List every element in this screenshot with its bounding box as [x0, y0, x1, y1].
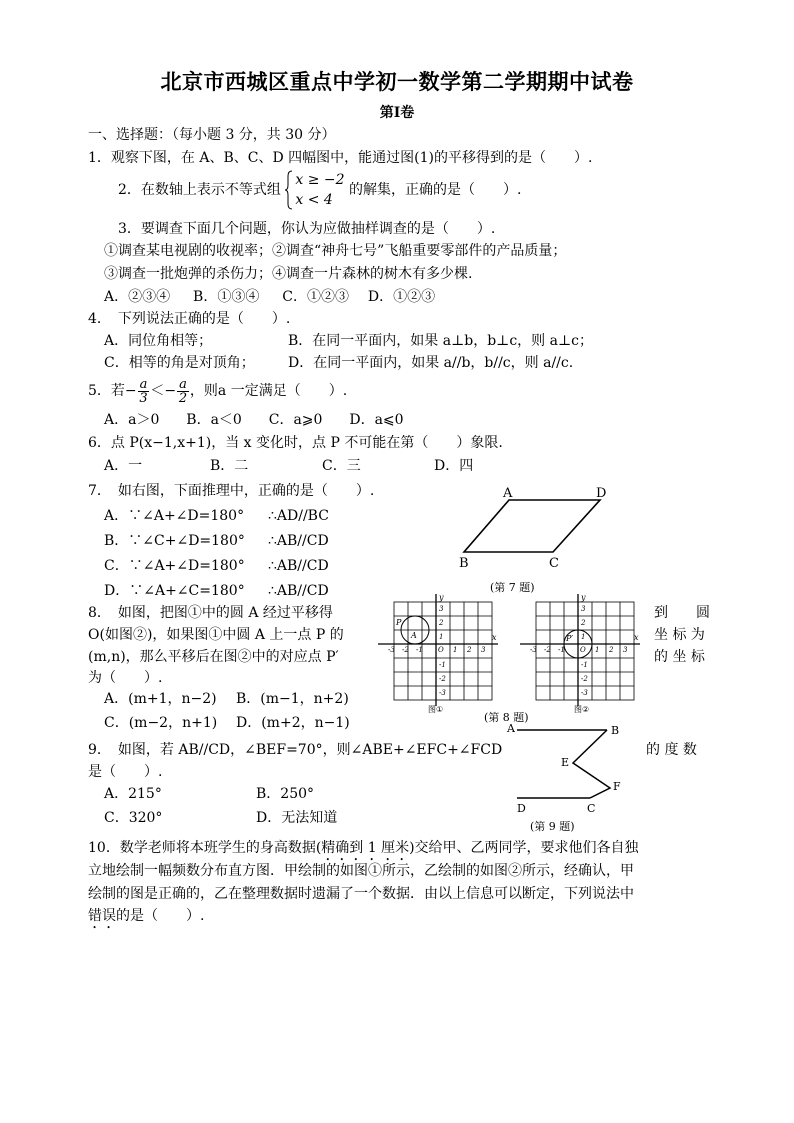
tick2-y-n2: -2 [581, 675, 588, 683]
question-7: 7． 如右图，下面推理中，正确的是（ ）. [88, 483, 375, 499]
q3-option-a: A．②③④ [104, 289, 171, 305]
tick2-y-2: 2 [581, 619, 586, 627]
question-2 [118, 170, 521, 210]
tick-x-3: 3 [481, 646, 486, 654]
page-subtitle: 第I卷 [379, 105, 415, 121]
q5-option-d: D．a⩽0 [349, 412, 404, 428]
q10-l4: 的是（ ）. [116, 908, 205, 924]
section-heading: 一、选择题：（每小题 3 分，共 30 分） [88, 127, 336, 143]
q5-options [104, 411, 404, 429]
q5-den-2: 2 [178, 390, 188, 406]
q9-caption: (第 9 题) [530, 820, 575, 833]
q3-options [104, 288, 435, 306]
inequality-row-1: x ≥ −2 [295, 172, 345, 188]
question-1: 1．观察下图，在 A、B、C、D 四幅图中，能通过图(1)的平移得到的是（ ）. [88, 150, 593, 166]
q5-option-c: C．a⩾0 [268, 412, 323, 428]
q3-option-c: C．①②③ [282, 289, 349, 305]
inequality-row-2: x < 4 [295, 192, 333, 208]
tick-origin: O [438, 646, 444, 654]
path-b-e-f-c [573, 730, 610, 798]
tick2-origin: O [580, 646, 586, 654]
q5-num-1: a [139, 376, 148, 392]
q7-option-a [104, 507, 244, 525]
tick-x-2: 2 [467, 646, 472, 654]
x-axis-label: x [492, 633, 497, 642]
q4-option-c: C．相等的角是对顶角； [104, 355, 255, 371]
q7-option-d [104, 582, 245, 600]
q4-option-b: B．在同一平面内，如果 a⊥b，b⊥c，则 a⊥c； [288, 333, 593, 349]
inequality-system [285, 170, 344, 210]
q8-line-2: O(如图②)，如果图①中圆 A 上一点 P 的 [88, 627, 344, 643]
tick2-x-3: 3 [623, 646, 628, 654]
x-axis-label-2: x [634, 633, 639, 642]
question-3: 3．要调查下面几个问题，你认为应做抽样调查的是（ ）. [118, 221, 496, 237]
q7-b-conclusion: ∴AB//CD [268, 533, 329, 549]
q5-den-1: 3 [139, 390, 148, 406]
question-5: 5．若− $\frac{a}{3}$ ＜− $\frac{a}{2}$ ，则a 一定满足（ ）. [88, 376, 348, 406]
q9-right: 的 度 数 [646, 742, 697, 758]
q9-label-a: A [507, 722, 515, 735]
q2-pre: 2．在数轴上表示不等式组 [118, 182, 281, 198]
tick2-x-n3: -3 [530, 646, 537, 654]
q7-a-conclusion: ∴AD//BC [268, 508, 329, 524]
q8-line-4: 为（ ）. [88, 670, 163, 686]
q8-option-d: D．(m+2，n−1) [236, 715, 350, 731]
q10-emphasis-wrong: 错误 [88, 908, 116, 924]
q7-b-premise: B．∵∠C+∠D=180° [104, 533, 245, 549]
fig2-label: 图② [574, 705, 590, 714]
q9-label-b: B [611, 724, 620, 737]
tick2-y-n1: -1 [581, 661, 588, 669]
tick2-y-3: 3 [581, 605, 586, 613]
question-4: 4． 下列说法正确的是（ ）. [88, 311, 291, 327]
q8-option-a: A．(m+1，n−2) [104, 691, 217, 707]
question-8: 8． 如图，把图①中的圆 A 经过平移得 [88, 605, 333, 621]
label-d: D [596, 486, 607, 501]
q9-label-f: F [613, 780, 621, 793]
tick2-x-2: 2 [609, 646, 614, 654]
q8-grid-figure-2 [520, 594, 642, 714]
parallelogram-shape [464, 500, 600, 552]
tick2-y-n3: -3 [581, 689, 588, 697]
q7-c-conclusion: ∴AB//CD [268, 558, 329, 574]
question-9: 9． 如图，若 AB//CD，∠BEF=70°，则∠ABE+∠EFC+∠FCD [88, 742, 503, 758]
q9-cont: 是（ ）. [88, 764, 163, 780]
q9-option-d: D．无法知道 [256, 810, 338, 826]
q8-right-2: 坐 标 为 [654, 627, 705, 643]
q10-line-3: 绘制的图是正确的，乙在整理数据时遗漏了一个数据．由以上信息可以断定，下列说法中 [88, 886, 634, 902]
q9-label-c: C [587, 802, 596, 815]
label-c: C [549, 556, 559, 571]
q7-caption: (第 7 题) [490, 581, 535, 594]
q3-option-d: D．①②③ [367, 289, 436, 305]
q6-option-b: B．二 [210, 458, 249, 474]
q4-option-d: D．在同一平面内，如果 a//b，b//c，则 a//c. [288, 355, 574, 371]
q9-option-a: A．215° [104, 786, 162, 802]
q9-label-d: D [517, 802, 526, 815]
fig1-label: 图① [428, 705, 444, 714]
q7-parallelogram-figure [455, 483, 635, 573]
tick-y-1: 1 [439, 633, 444, 641]
q7-a-premise: A．∵∠A+∠D=180° [104, 508, 245, 524]
tick2-x-n1: -1 [558, 646, 565, 654]
q10-l1b: )交给甲、乙两同学，要求他们各自独 [409, 840, 639, 856]
q5-pre: 5．若 [88, 383, 125, 399]
q3-option-b: B．①③④ [193, 289, 260, 305]
q3-line-2: ③调查一批炮弹的杀伤力；④调查一片森林的树木有多少棵. [104, 266, 473, 282]
page-title: 北京市西城区重点中学初一数学第二学期期中试卷 [160, 70, 634, 94]
tick-y-2: 2 [439, 619, 444, 627]
q2-post: 的解集，正确的是（ ）. [349, 182, 522, 198]
point-a-label: A [411, 631, 417, 640]
tick-y-n2: -2 [439, 675, 446, 683]
q7-option-b [104, 532, 245, 550]
q7-option-c [104, 557, 245, 575]
q8-option-b: B．(m−1，n+2) [236, 691, 349, 707]
q10-line-2: 立地绘制一幅频数分布直方图．甲绘制的如图①所示，乙绘制的如图②所示，经确认，甲 [88, 863, 634, 879]
y-axis-label-2: y [581, 594, 586, 602]
y-axis-label: y [439, 594, 444, 602]
q7-d-conclusion: ∴AB//CD [268, 583, 329, 599]
q5-num-2: a [179, 376, 187, 392]
question-6: 6．点 P(x−1,x+1)，当 x 变化时，点 P 不可能在第（ ）象限. [88, 435, 503, 451]
brace-icon [285, 170, 293, 210]
q7-c-premise: C．∵∠A+∠D=180° [104, 558, 245, 574]
fraction-a-over-2 [177, 378, 189, 405]
q10-line-4 [88, 907, 204, 932]
q9-option-c: C．320° [104, 810, 163, 826]
tick-x-n2: -2 [402, 646, 409, 654]
q9-option-b: B．250° [256, 786, 315, 802]
label-b: B [459, 556, 469, 571]
point-p-label: P [396, 618, 402, 627]
q10-emphasis-precision: 精确到 1 厘米 [321, 840, 410, 856]
q5-option-b: B．a＜0 [186, 412, 242, 428]
q3-line-1: ①调查某电视剧的收视率；②调查“神舟七号”飞船重要零部件的产品质量； [104, 243, 567, 259]
tick2-x-1: 1 [595, 646, 600, 654]
tick2-x-n2: -2 [544, 646, 551, 654]
tick2-y-1: 1 [581, 633, 586, 641]
q8-grid-figure-1 [378, 594, 500, 714]
q8-caption: (第 8 题) [484, 711, 529, 724]
q5-option-a: A．a＞0 [104, 412, 160, 428]
label-a: A [503, 486, 513, 501]
q4-option-a: A．同位角相等； [104, 333, 213, 349]
q8-right-1: 到 圆 [654, 605, 710, 621]
tick-y-n1: -1 [439, 661, 446, 669]
tick-x-1: 1 [453, 646, 458, 654]
point-p-prime-label: P′ [566, 634, 574, 643]
q10-l1a: 10．数学老师将本班学生的身高数据( [88, 840, 322, 856]
q6-option-a: A．一 [104, 458, 143, 474]
tick-x-n3: -3 [388, 646, 395, 654]
q8-option-c: C．(m−2，n+1) [104, 715, 218, 731]
q6-option-d: D．四 [434, 458, 474, 474]
fraction-a-over-3 [138, 378, 150, 405]
q9-label-e: E [561, 756, 570, 769]
question-10 [88, 839, 639, 864]
tick-y-n3: -3 [439, 689, 446, 697]
q8-right-3: 的 坐 标 [654, 649, 705, 665]
tick-x-n1: -1 [416, 646, 423, 654]
q7-d-premise: D．∵∠A+∠C=180° [104, 583, 245, 599]
q9-figure [505, 718, 635, 818]
q5-post: ，则a 一定满足（ ）. [189, 383, 348, 399]
tick-y-3: 3 [439, 605, 444, 613]
q8-line-3: (m,n)，那么平移后在图②中的对应点 P′ [88, 649, 339, 665]
q6-option-c: C．三 [322, 458, 361, 474]
